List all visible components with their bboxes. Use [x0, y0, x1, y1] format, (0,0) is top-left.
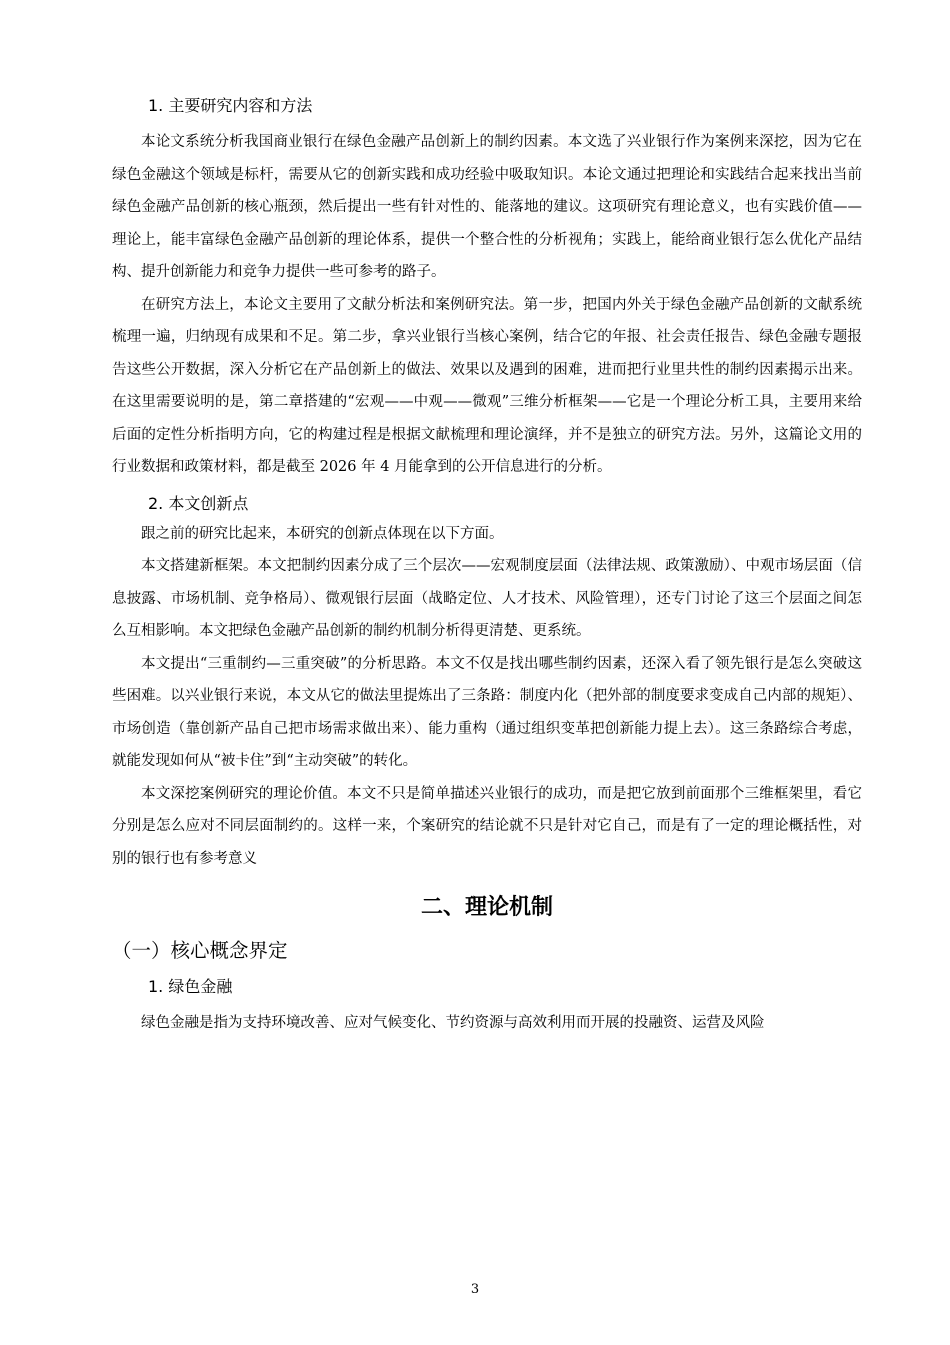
- paragraph: 跟之前的研究比起来，本研究的创新点体现在以下方面。: [141, 525, 504, 542]
- section-heading-innovation: 2. 本文创新点: [148, 493, 249, 513]
- document-page: [112, 94, 862, 1040]
- paragraph: 本论文系统分析我国商业银行在绿色金融产品创新上的制约因素。本文选了兴业银行作为案例来深挖，因为它在绿色金融这个领域是标杆，需要从它的创新实践和成功经验中吸取知识。本论文通过把理论和实践结合起来找出当前绿色金融产品创新的核心瓶颈，然后提出一些有针对性的、能落地的建议。这项研究有理论意义，也有实践价值——理论上，能丰富绿色金融产品创新的理论体系，提供一个整合性的分析视角；实践上，能给商业银行怎么优化产品结构、提升创新能力和竞争力提供一些可参考的路子。: [112, 134, 862, 280]
- paragraph: 绿色金融是指为支持环境改善、应对气候变化、节约资源与高效利用而开展的投融资、运营及风险: [141, 1015, 765, 1031]
- page-number: 3: [470, 1282, 480, 1297]
- chapter-title: 二、理论机制: [420, 895, 553, 920]
- paragraph: 本文搭建新框架。本文把制约因素分成了三个层次——宏观制度层面（法律法规、政策激励）、中观市场层面（信息披露、市场机制、竞争格局）、微观银行层面（战略定位、人才技术、风险管理），还专门讨论了这三个层面之间怎么互相影响。本文把绿色金融产品创新的制约机制分析得更清楚、更系统。: [112, 558, 862, 639]
- paragraph: 本文深挖案例研究的理论价值。本文不只是简单描述兴业银行的成功，而是把它放到前面那个三维框架里，看它分别是怎么应对不同层面制约的。这样一来，个案研究的结论就不只是针对它自己，而是有了一定的理论概括性，对别的银行也有参考意义: [112, 785, 862, 867]
- section-heading-research-content: 1. 主要研究内容和方法: [148, 96, 313, 115]
- paragraph: 本文提出“三重制约—三重突破”的分析思路。本文不仅是找出哪些制约因素，还深入看了领先银行是怎么突破这些困难。以兴业银行来说，本文从它的做法里提炼出了三条路：制度内化（把外部的制度要求变成自己内部的规矩）、市场创造（靠创新产品自己把市场需求做出来）、能力重构（通过组织变革把创新能力提上去）。这三条路综合考虑，就能发现如何从“被卡住”到“主动突破”的转化。: [112, 655, 862, 769]
- subsection-title: （一）核心概念界定: [112, 939, 288, 962]
- paragraph: 在研究方法上，本论文主要用了文献分析法和案例研究法。第一步，把国内外关于绿色金融产品创新的文献系统梳理一遍，归纳现有成果和不足。第二步，拿兴业银行当核心案例，结合它的年报、社会责任报告、绿色金融专题报告这些公开数据，深入分析它在产品创新上的做法、效果以及遇到的困难，进而把行业里共性的制约因素揭示出来。在这里需要说明的是，第二章搭建的“宏观——中观——微观”三维分析框架——它是一个理论分析工具，主要用来给后面的定性分析指明方向，它的构建过程是根据文献梳理和理论演绎，并不是独立的研究方法。另外，这篇论文用的行业数据和政策材料，都是截至 2026 年 4 月能拿到的公开信息进行的分析。: [112, 296, 862, 475]
- section-heading-green-finance: 1. 绿色金融: [148, 977, 233, 996]
